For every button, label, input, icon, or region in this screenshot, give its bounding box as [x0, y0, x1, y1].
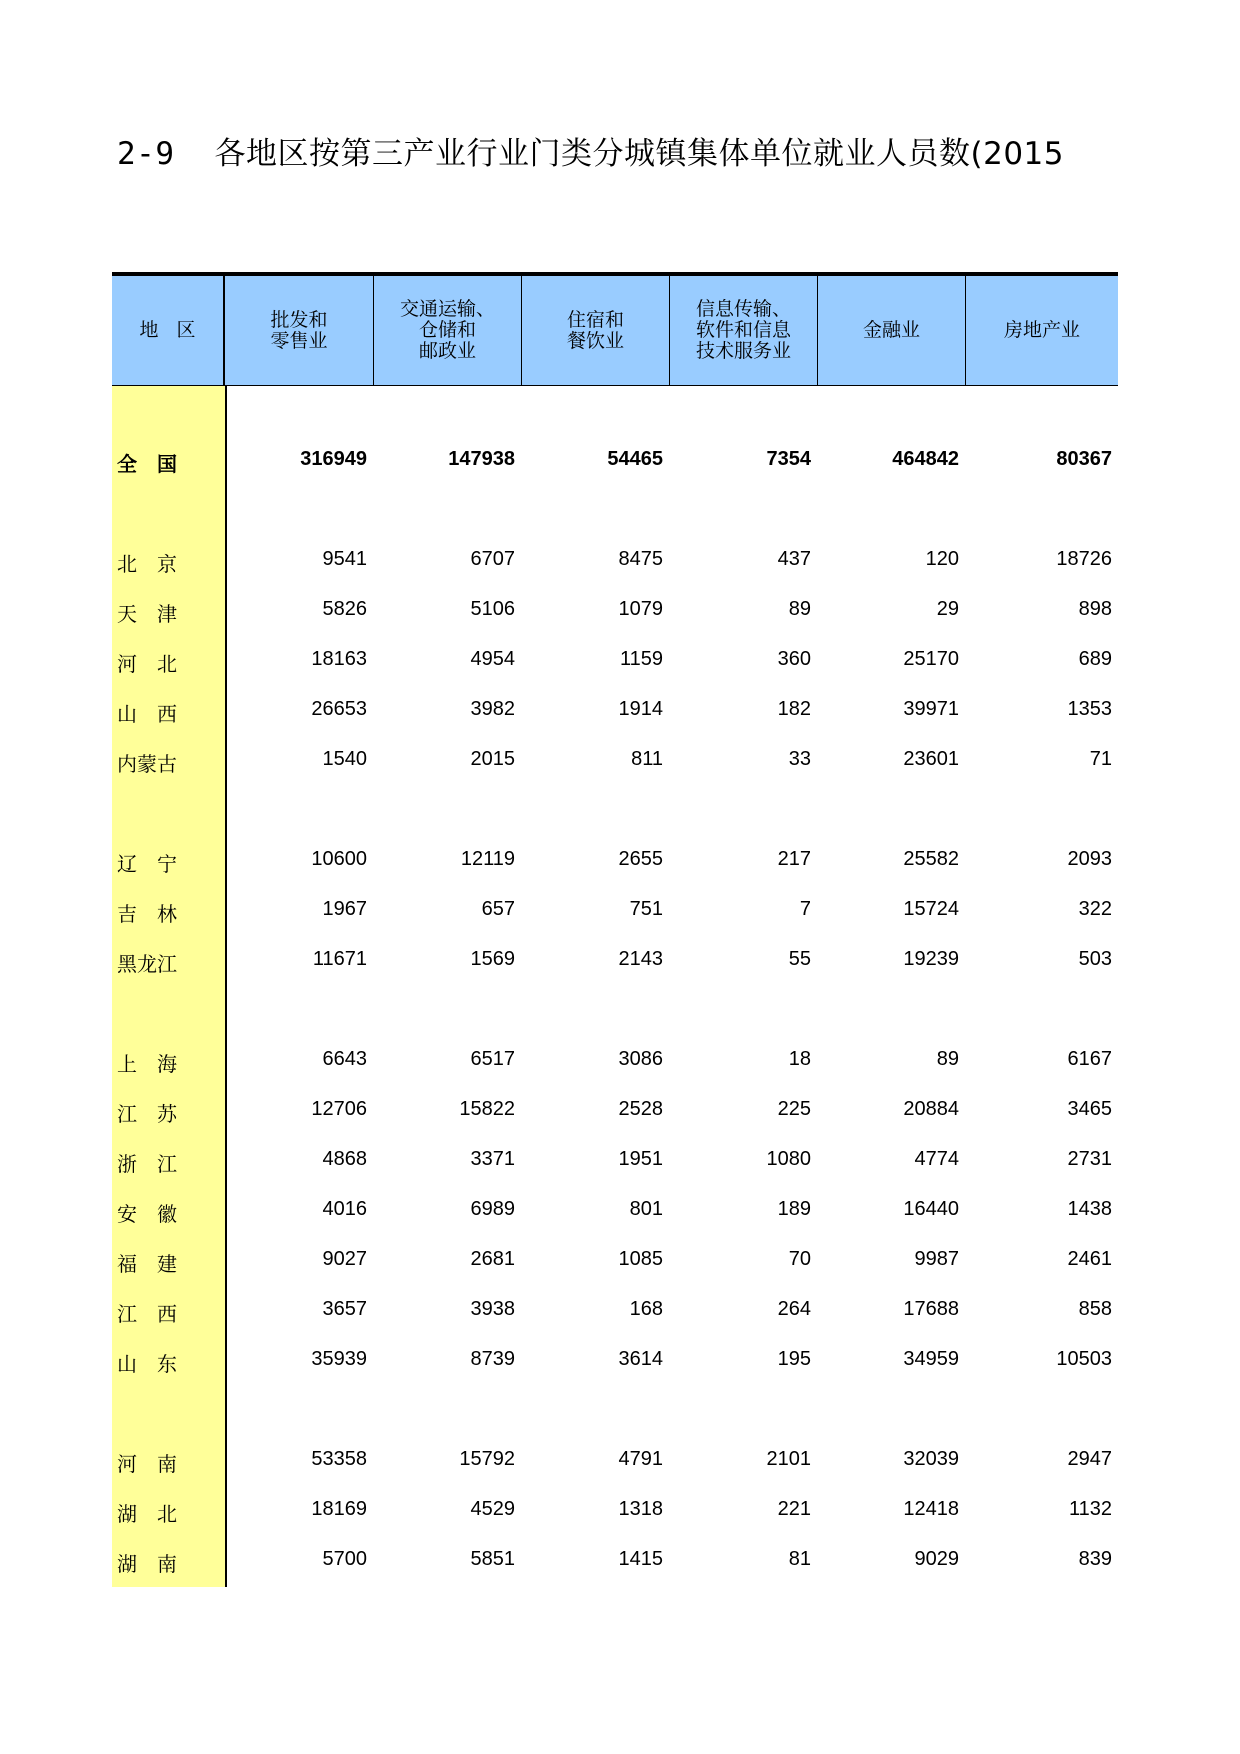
cell-accommodation-catering: 1079	[618, 598, 663, 620]
cell-information-software: 437	[777, 548, 811, 570]
cell-real-estate: 1132	[1068, 1498, 1112, 1520]
cell-information-software: 33	[788, 748, 811, 770]
header-wholesale-retail-label: 批发和 零售业	[270, 308, 328, 352]
cell-wholesale-retail: 4868	[322, 1148, 367, 1170]
header-wholesale-retail	[225, 276, 373, 385]
table-row	[112, 548, 1118, 578]
cell-finance: 4774	[914, 1148, 959, 1170]
table-row	[112, 1048, 1118, 1078]
cell-wholesale-retail: 10600	[311, 848, 367, 870]
cell-accommodation-catering: 1159	[619, 648, 663, 670]
table-row	[112, 648, 1118, 678]
cell-wholesale-retail: 5826	[322, 598, 367, 620]
table-title-text: 各地区按第三产业行业门类分城镇集体单位就业人员数(2015	[214, 136, 1064, 172]
cell-real-estate: 2731	[1067, 1148, 1112, 1170]
cell-finance: 32039	[903, 1448, 959, 1470]
region-name: 湖 南	[117, 1552, 177, 1576]
cell-transport-storage-post: 8739	[470, 1348, 515, 1370]
page-title	[117, 128, 1064, 173]
cell-accommodation-catering: 2655	[618, 848, 663, 870]
cell-transport-storage-post: 2015	[470, 748, 515, 770]
cell-finance: 39971	[903, 698, 959, 720]
cell-transport-storage-post: 4954	[470, 648, 515, 670]
region-name: 黑龙江	[117, 952, 177, 976]
table-row	[112, 598, 1118, 628]
region-name: 安 徽	[117, 1202, 177, 1226]
cell-finance: 16440	[903, 1198, 959, 1220]
region-name: 全 国	[117, 452, 177, 476]
cell-real-estate: 689	[1078, 648, 1112, 670]
cell-finance: 9987	[914, 1248, 959, 1270]
cell-information-software: 189	[777, 1198, 811, 1220]
header-region	[112, 276, 225, 385]
cell-finance: 15724	[903, 898, 959, 920]
table-header	[112, 276, 1118, 386]
cell-information-software: 70	[788, 1248, 811, 1270]
cell-real-estate: 80367	[1056, 448, 1112, 470]
cell-finance: 19239	[903, 948, 959, 970]
cell-wholesale-retail: 18169	[311, 1498, 367, 1520]
cell-transport-storage-post: 4529	[470, 1498, 515, 1520]
cell-finance: 12418	[903, 1498, 959, 1520]
cell-accommodation-catering: 8475	[618, 548, 663, 570]
header-information-software-label: 信息传输、 软件和信息 技术服务业	[695, 298, 791, 362]
cell-real-estate: 1353	[1067, 698, 1112, 720]
cell-accommodation-catering: 1415	[618, 1548, 663, 1570]
cell-accommodation-catering: 4791	[618, 1448, 663, 1470]
cell-finance: 34959	[903, 1348, 959, 1370]
table-row	[112, 1198, 1118, 1228]
cell-wholesale-retail: 53358	[311, 1448, 367, 1470]
region-name: 河 北	[117, 652, 177, 676]
cell-wholesale-retail: 316949	[300, 448, 367, 470]
table-row	[112, 748, 1118, 778]
region-name: 河 南	[117, 1452, 177, 1476]
cell-transport-storage-post: 12119	[460, 848, 515, 870]
cell-finance: 17688	[903, 1298, 959, 1320]
header-transport-storage-post	[373, 276, 521, 385]
cell-accommodation-catering: 1318	[618, 1498, 663, 1520]
table-row	[112, 1548, 1118, 1578]
cell-transport-storage-post: 6989	[470, 1198, 515, 1220]
region-name: 天 津	[117, 602, 177, 626]
cell-real-estate: 839	[1078, 1548, 1112, 1570]
cell-information-software: 7354	[766, 448, 811, 470]
cell-real-estate: 71	[1089, 748, 1112, 770]
cell-wholesale-retail: 11671	[312, 948, 367, 970]
region-name: 内蒙古	[117, 752, 177, 776]
cell-real-estate: 898	[1078, 598, 1112, 620]
cell-accommodation-catering: 751	[629, 898, 663, 920]
cell-transport-storage-post: 6517	[470, 1048, 515, 1070]
region-name: 北 京	[117, 552, 177, 576]
cell-information-software: 2101	[766, 1448, 811, 1470]
header-finance-label: 金融业	[862, 319, 920, 341]
cell-real-estate: 2093	[1067, 848, 1112, 870]
table-row	[112, 948, 1118, 978]
cell-real-estate: 3465	[1067, 1098, 1112, 1120]
cell-transport-storage-post: 15792	[459, 1448, 515, 1470]
region-name: 浙 江	[117, 1152, 177, 1176]
table-row	[112, 1098, 1118, 1128]
cell-transport-storage-post: 3982	[470, 698, 515, 720]
region-name: 江 苏	[117, 1102, 177, 1126]
table-number: 2-9	[117, 136, 175, 172]
cell-transport-storage-post: 5106	[470, 598, 515, 620]
cell-accommodation-catering: 801	[629, 1198, 663, 1220]
cell-information-software: 225	[777, 1098, 811, 1120]
cell-accommodation-catering: 2143	[618, 948, 663, 970]
cell-accommodation-catering: 168	[629, 1298, 663, 1320]
cell-information-software: 81	[788, 1548, 811, 1570]
cell-transport-storage-post: 15822	[459, 1098, 515, 1120]
cell-transport-storage-post: 2681	[470, 1248, 515, 1270]
cell-information-software: 217	[777, 848, 811, 870]
cell-wholesale-retail: 5700	[322, 1548, 367, 1570]
cell-wholesale-retail: 9027	[322, 1248, 367, 1270]
cell-wholesale-retail: 26653	[311, 698, 367, 720]
table-row	[112, 1448, 1118, 1478]
cell-information-software: 360	[777, 648, 811, 670]
cell-wholesale-retail: 35939	[311, 1348, 367, 1370]
cell-wholesale-retail: 3657	[322, 1298, 367, 1320]
cell-accommodation-catering: 811	[631, 748, 663, 770]
cell-real-estate: 18726	[1056, 548, 1112, 570]
cell-wholesale-retail: 18163	[311, 648, 367, 670]
cell-information-software: 195	[777, 1348, 811, 1370]
table-row	[112, 698, 1118, 728]
cell-wholesale-retail: 4016	[322, 1198, 367, 1220]
cell-real-estate: 6167	[1067, 1048, 1112, 1070]
cell-real-estate: 10503	[1056, 1348, 1112, 1370]
cell-finance: 29	[936, 598, 959, 620]
cell-accommodation-catering: 54465	[607, 448, 663, 470]
cell-accommodation-catering: 1085	[618, 1248, 663, 1270]
table-row	[112, 1498, 1118, 1528]
cell-information-software: 18	[788, 1048, 811, 1070]
header-accommodation-catering-label: 住宿和 餐饮业	[566, 308, 624, 352]
cell-finance: 464842	[892, 448, 959, 470]
header-accommodation-catering	[521, 276, 669, 385]
cell-transport-storage-post: 3371	[470, 1148, 515, 1170]
cell-real-estate: 2947	[1067, 1448, 1112, 1470]
header-transport-storage-post-label: 交通运输、 仓储和 邮政业	[399, 298, 495, 362]
cell-information-software: 221	[777, 1498, 811, 1520]
cell-information-software: 264	[777, 1298, 811, 1320]
table-row	[112, 1148, 1118, 1178]
cell-finance: 9029	[914, 1548, 959, 1570]
cell-real-estate: 503	[1078, 948, 1112, 970]
cell-information-software: 55	[788, 948, 811, 970]
cell-information-software: 1080	[766, 1148, 811, 1170]
region-name: 江 西	[117, 1302, 177, 1326]
region-name: 吉 林	[117, 902, 177, 926]
total-row	[112, 448, 1118, 478]
cell-real-estate: 858	[1078, 1298, 1112, 1320]
cell-wholesale-retail: 6643	[322, 1048, 367, 1070]
table-row	[112, 898, 1118, 928]
cell-finance: 20884	[903, 1098, 959, 1120]
cell-wholesale-retail: 1540	[322, 748, 367, 770]
table-row	[112, 1298, 1118, 1328]
region-name: 山 东	[117, 1352, 177, 1376]
cell-information-software: 182	[777, 698, 811, 720]
cell-real-estate: 1438	[1067, 1198, 1112, 1220]
cell-transport-storage-post: 147938	[448, 448, 515, 470]
region-name: 山 西	[117, 702, 177, 726]
cell-real-estate: 322	[1078, 898, 1112, 920]
region-name: 辽 宁	[117, 852, 177, 876]
cell-accommodation-catering: 1951	[618, 1148, 663, 1170]
cell-transport-storage-post: 657	[481, 898, 515, 920]
cell-transport-storage-post: 3938	[470, 1298, 515, 1320]
cell-finance: 23601	[903, 748, 959, 770]
header-finance	[817, 276, 965, 385]
cell-information-software: 7	[799, 898, 811, 920]
header-real-estate-label: 房地产业	[1003, 319, 1080, 341]
cell-wholesale-retail: 12706	[311, 1098, 367, 1120]
cell-transport-storage-post: 1569	[470, 948, 515, 970]
table-row	[112, 1248, 1118, 1278]
cell-finance: 25170	[903, 648, 959, 670]
cell-wholesale-retail: 1967	[322, 898, 367, 920]
region-name: 湖 北	[117, 1502, 177, 1526]
header-region-label: 地区	[139, 319, 214, 341]
cell-finance: 120	[925, 548, 959, 570]
cell-accommodation-catering: 3086	[618, 1048, 663, 1070]
header-information-software	[669, 276, 817, 385]
table-row	[112, 1348, 1118, 1378]
table-row	[112, 848, 1118, 878]
cell-accommodation-catering: 1914	[618, 698, 663, 720]
cell-transport-storage-post: 5851	[470, 1548, 515, 1570]
cell-real-estate: 2461	[1067, 1248, 1112, 1270]
cell-accommodation-catering: 3614	[618, 1348, 663, 1370]
cell-finance: 89	[936, 1048, 959, 1070]
cell-finance: 25582	[903, 848, 959, 870]
cell-wholesale-retail: 9541	[322, 548, 367, 570]
cell-transport-storage-post: 6707	[470, 548, 515, 570]
region-name: 福 建	[117, 1252, 177, 1276]
data-table	[112, 272, 1118, 1587]
header-real-estate	[965, 276, 1118, 385]
cell-accommodation-catering: 2528	[618, 1098, 663, 1120]
cell-information-software: 89	[788, 598, 811, 620]
region-name: 上 海	[117, 1052, 177, 1076]
